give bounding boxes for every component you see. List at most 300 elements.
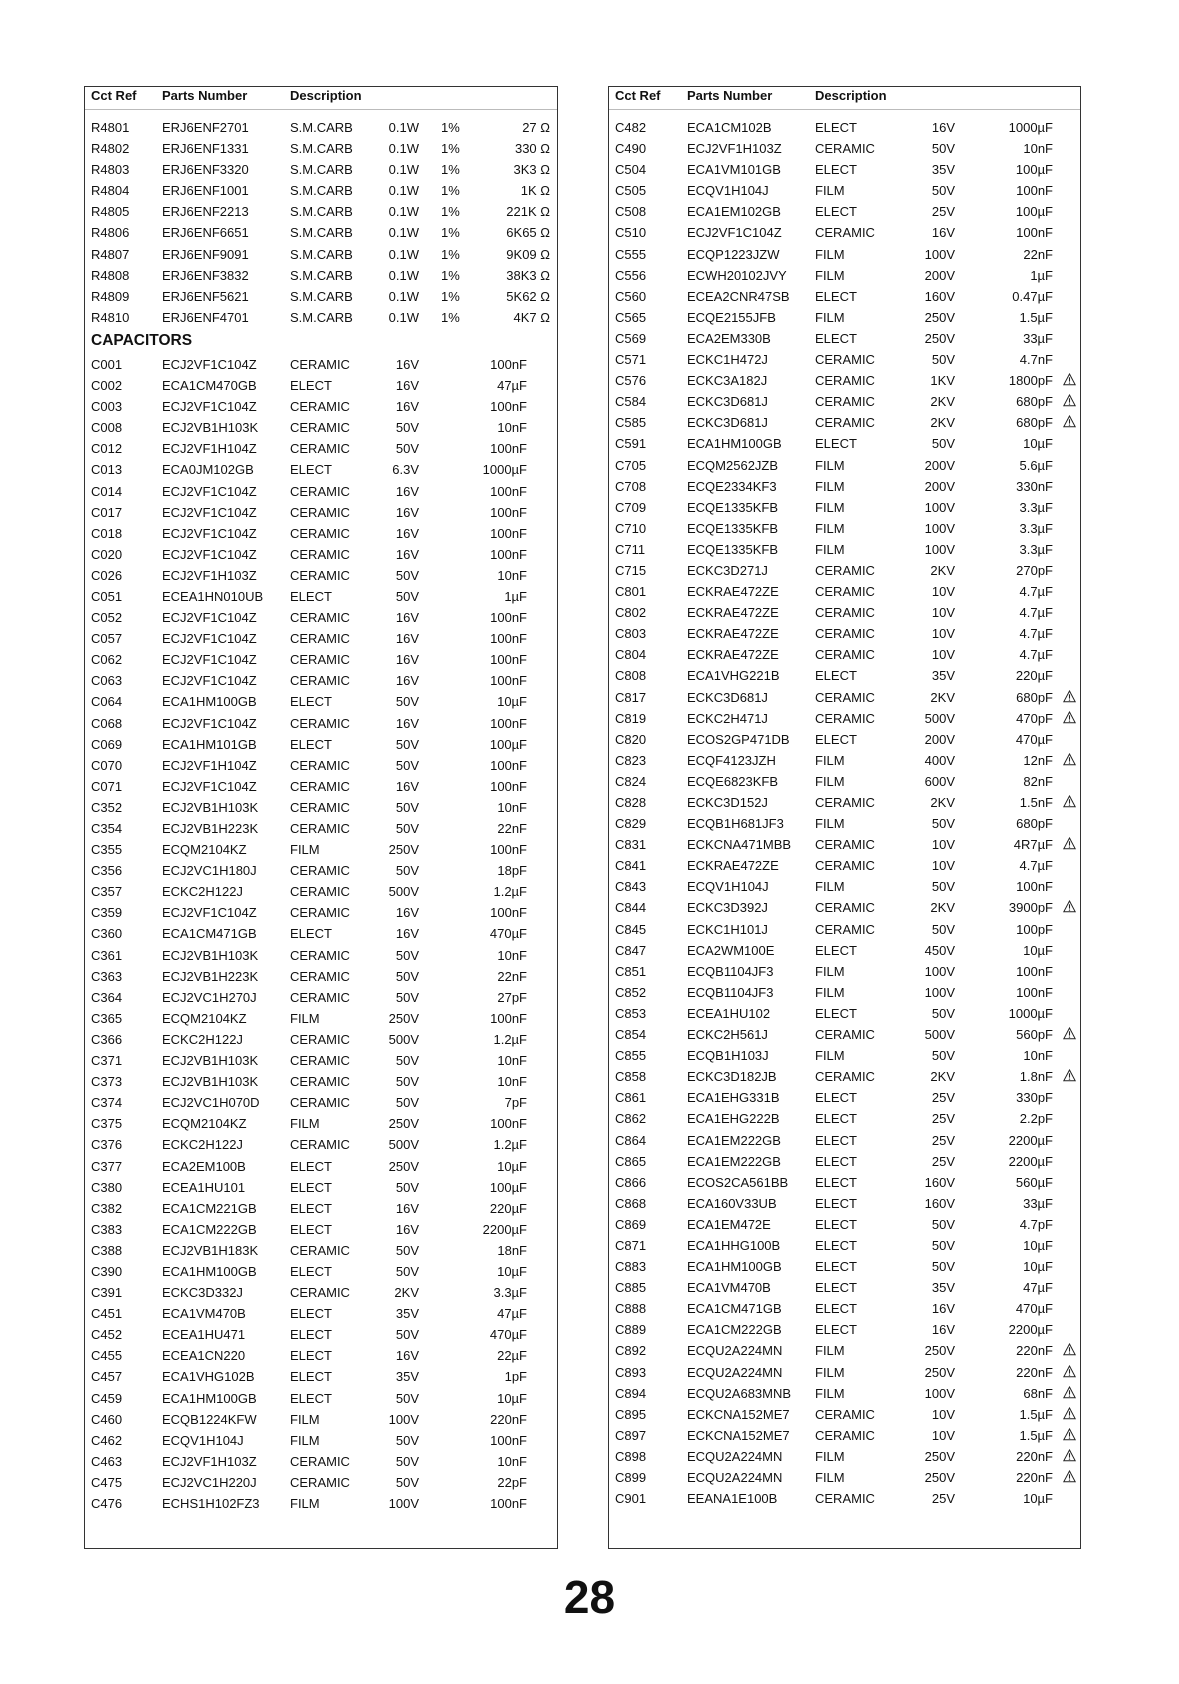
cct-ref: C889 [615,1322,647,1338]
header-cct-ref: Cct Ref [91,88,137,103]
power-rating: 0.1W [388,183,419,199]
voltage: 500V [388,884,419,900]
voltage: 200V [924,457,955,473]
voltage: 25V [931,1491,955,1507]
parts-number: ECQU2A224MN [687,1470,783,1485]
description: S.M.CARB [290,246,353,262]
table-row [85,1366,557,1387]
description: FILM [815,773,845,789]
voltage: 2KV [930,689,955,705]
table-row [85,1050,557,1071]
cct-ref: C892 [615,1343,647,1359]
cct-ref: C505 [615,183,647,199]
right-rows [609,110,1080,1509]
value: 33µF [1023,1195,1053,1211]
parts-number: ERJ6ENF2701 [162,120,249,135]
value: 6K65 Ω [506,225,550,241]
cct-ref: R4807 [91,246,130,262]
parts-number: ECKRAE472ZE [687,858,779,874]
tolerance: 1% [441,246,460,262]
voltage: 35V [395,1306,419,1322]
table-row [85,1409,557,1430]
parts-number: ECA2WM100E [687,942,775,958]
description: FILM [290,1411,320,1427]
description: CERAMIC [815,647,875,663]
value: 330pF [1016,1090,1053,1106]
parts-number: ECA1HM100GB [162,1390,257,1406]
description: CERAMIC [290,673,350,689]
voltage: 50V [931,879,955,895]
cct-ref: C359 [91,905,123,921]
parts-number: ECJ2VF1C104Z [162,778,257,794]
table-row [85,818,557,839]
cct-ref: C853 [615,1005,647,1021]
table-row [85,354,557,375]
table-row [85,1134,557,1155]
header-parts-number: Parts Number [687,88,773,103]
parts-number: ECA1VM470B [162,1306,246,1322]
voltage: 10V [931,837,955,853]
parts-number: ECKC3D271J [687,562,768,578]
parts-number: EEANA1E100B [687,1491,778,1507]
table-row [609,623,1080,644]
cct-ref: C373 [91,1074,123,1090]
parts-number: ECKC3D182JB [687,1069,777,1085]
cct-ref: C383 [91,1221,123,1237]
table-row [85,1092,557,1113]
table-row [609,328,1080,349]
value: 10nF [497,1453,527,1469]
cct-ref: C869 [615,1216,647,1232]
value: 1pF [504,1369,527,1385]
parts-number: ECKC1H472J [687,352,768,368]
description: FILM [290,1010,320,1026]
value: 100nF [490,842,527,858]
voltage: 50V [931,1005,955,1021]
description: CERAMIC [815,415,875,431]
parts-number: ERJ6ENF1331 [162,141,249,157]
description: ELECT [815,1005,857,1021]
voltage: 16V [395,652,419,668]
table-row [85,1303,557,1324]
table-row [85,265,557,286]
cct-ref: C801 [615,584,647,600]
parts-number: ERJ6ENF1001 [162,183,249,199]
parts-number: ECKC3D681J [687,415,768,431]
parts-number: ECJ2VF1C104Z [162,673,257,689]
voltage: 250V [388,842,419,858]
table-row [609,708,1080,729]
cct-ref: C820 [615,731,647,747]
parts-number: ECKC2H122J [162,884,243,900]
value: 100nF [1016,183,1053,199]
cct-ref: C352 [91,799,123,815]
voltage: 16V [395,778,419,794]
parts-number: ECJ2VB1H103K [162,420,259,436]
table-row [85,902,557,923]
voltage: 50V [395,1474,419,1490]
description: CERAMIC [290,884,350,900]
parts-number: ECQM2104KZ [162,1116,247,1132]
voltage: 500V [924,710,955,726]
description: CERAMIC [290,1074,350,1090]
value: 27pF [497,989,527,1005]
cct-ref: C808 [615,668,647,684]
voltage: 16V [931,1322,955,1338]
value: 18nF [497,1242,527,1258]
value: 100nF [490,652,527,668]
parts-number: ECKCNA471MBB [687,837,792,853]
voltage: 1KV [930,373,955,389]
cct-ref: C357 [91,884,123,900]
table-row [85,607,557,628]
power-rating: 0.1W [388,120,419,135]
voltage: 16V [931,225,955,241]
table-row [609,1087,1080,1108]
description: CERAMIC [290,1242,350,1258]
cct-ref: C391 [91,1285,123,1301]
parts-number: ECKRAE472ZE [687,647,779,663]
cct-ref: C014 [91,483,123,499]
table-row [609,602,1080,623]
voltage: 50V [395,441,419,457]
description: CERAMIC [290,799,350,815]
value: 270pF [1016,562,1053,578]
description: CERAMIC [290,652,350,668]
voltage: 100V [924,963,955,979]
parts-number: ECQV1H104J [162,1432,244,1448]
cct-ref: C380 [91,1179,123,1195]
table-row [609,412,1080,433]
description: ELECT [290,736,332,752]
cct-ref: C571 [615,352,647,368]
parts-number: ECJ2VB1H103K [162,1053,259,1069]
table-row [85,375,557,396]
voltage: 500V [388,1031,419,1047]
table-row [609,1193,1080,1214]
description: S.M.CARB [290,162,353,178]
description: S.M.CARB [290,288,353,304]
cct-ref: C852 [615,984,647,1000]
description: S.M.CARB [290,120,353,135]
voltage: 50V [931,816,955,832]
voltage: 50V [395,947,419,963]
parts-number: ECKCNA152ME7 [687,1406,790,1422]
voltage: 500V [924,1027,955,1043]
cct-ref: C510 [615,225,647,241]
voltage: 25V [931,204,955,220]
cct-ref: C062 [91,652,123,668]
voltage: 50V [931,183,955,199]
table-row [609,391,1080,412]
description: ELECT [815,731,857,747]
voltage: 160V [924,1195,955,1211]
table-row [609,961,1080,982]
table-row [85,523,557,544]
value: 680pF [1016,415,1053,431]
value: 100nF [490,1010,527,1026]
value: 1.2µF [493,884,527,900]
table-row [609,1467,1080,1488]
table-row [609,1235,1080,1256]
voltage: 250V [924,1364,955,1380]
parts-number: ECEA1HN010UB [162,588,264,604]
header-cct-ref: Cct Ref [615,88,661,103]
safety-warning-icon [1063,1428,1076,1441]
table-row [85,1493,557,1514]
voltage: 50V [395,968,419,984]
parts-number: ECKC2H122J [162,1031,243,1047]
cct-ref: C899 [615,1470,647,1485]
value: 1µF [1030,267,1053,283]
cct-ref: C584 [615,394,647,410]
parts-number: ECEA1HU101 [162,1179,246,1195]
description: CERAMIC [815,584,875,600]
table-row [609,455,1080,476]
description: CERAMIC [815,689,875,705]
description: CERAMIC [290,757,350,773]
parts-number: ECKC3D681J [687,689,768,705]
parts-number: ECQU2A224MN [687,1448,783,1464]
voltage: 250V [924,1470,955,1485]
table-row [609,1298,1080,1319]
value: 47µF [1023,1280,1053,1296]
table-row [609,940,1080,961]
value: 2200µF [1008,1132,1053,1148]
voltage: 250V [388,1116,419,1132]
voltage: 50V [395,588,419,604]
cct-ref: C868 [615,1195,647,1211]
voltage: 50V [395,567,419,583]
description: ELECT [815,1132,857,1148]
value: 10nF [1023,1048,1053,1064]
cct-ref: C354 [91,821,123,836]
safety-warning-icon [1063,795,1076,808]
power-rating: 0.1W [388,309,419,325]
parts-number: ECQE2155JFB [687,309,776,325]
description: CERAMIC [290,525,350,541]
table-row [85,755,557,776]
parts-number: ECA1CM221GB [162,1200,257,1216]
table-row [609,138,1080,159]
parts-number: ECA1HM100GB [162,694,257,710]
parts-number: ECKC1H101J [687,921,768,937]
voltage: 250V [924,330,955,346]
parts-number: ECKRAE472ZE [687,605,779,621]
value: 12nF [1023,752,1053,768]
parts-number: ECJ2VF1H104Z [162,441,257,457]
cct-ref: C504 [615,162,647,178]
value: 100nF [490,441,527,457]
table-row [85,1451,557,1472]
voltage: 50V [395,863,419,879]
voltage: 100V [924,984,955,1000]
cct-ref: C382 [91,1200,123,1216]
table-row [85,565,557,586]
parts-number: ECKC2H471J [687,710,768,726]
safety-warning-icon [1063,373,1076,386]
table-row [609,433,1080,454]
voltage: 50V [395,736,419,752]
value: 100nF [490,905,527,921]
value: 4.7µF [1019,584,1053,600]
description: ELECT [815,288,857,304]
voltage: 16V [931,1301,955,1317]
table-row [609,286,1080,307]
voltage: 200V [924,731,955,747]
value: 100nF [490,778,527,794]
parts-number: ECJ2VF1C104Z [162,631,257,647]
parts-number: ECKC3D392J [687,900,768,916]
cct-ref: C482 [615,120,647,135]
parts-number: ECA1HM101GB [162,736,257,752]
cct-ref: C819 [615,710,647,726]
value: 3.3µF [1019,541,1053,557]
cct-ref: C366 [91,1031,123,1047]
tolerance: 1% [441,309,460,325]
parts-number: ECJ2VF1H103Z [687,141,782,157]
value: 470µF [1015,1301,1053,1317]
description: CERAMIC [290,989,350,1005]
voltage: 10V [931,605,955,621]
description: S.M.CARB [290,141,353,157]
tolerance: 1% [441,162,460,178]
value: 18pF [497,863,527,879]
value: 1.5nF [1019,795,1053,810]
table-row [609,1383,1080,1404]
description: FILM [815,541,845,557]
description: CERAMIC [815,1491,875,1507]
description: CERAMIC [815,900,875,916]
parts-number: ECQE1335KFB [687,520,779,536]
section-heading [85,328,557,354]
parts-number: ECHS1H102FZ3 [162,1496,260,1511]
table-row [609,539,1080,560]
voltage: 50V [931,141,955,157]
table-row [85,1113,557,1134]
table-row [85,713,557,734]
description: FILM [815,963,845,979]
description: CERAMIC [290,356,350,372]
voltage: 2KV [394,1285,419,1301]
table-row [85,1177,557,1198]
parts-number: ECJ2VC1H220J [162,1474,257,1490]
value: 100nF [490,504,527,520]
value: 3900pF [1008,900,1053,916]
description: ELECT [815,668,857,684]
cct-ref: C708 [615,478,647,494]
tolerance: 1% [441,183,460,199]
parts-number: ECA1EM222GB [687,1153,781,1169]
description: ELECT [290,1263,332,1279]
cct-ref: C355 [91,842,123,858]
parts-number: ERJ6ENF9091 [162,246,249,262]
cct-ref: C576 [615,373,647,389]
header-description: Description [815,88,887,103]
table-row [85,1156,557,1177]
cct-ref: C843 [615,879,647,895]
cct-ref: C476 [91,1496,123,1511]
voltage: 250V [388,1010,419,1026]
parts-number: ECKC3A182J [687,373,768,389]
description: FILM [815,752,845,768]
parts-number: ECJ2VC1H070D [162,1095,260,1111]
description: ELECT [815,1195,857,1211]
description: ELECT [290,1390,332,1406]
voltage: 50V [931,352,955,368]
table-row [609,919,1080,940]
table-row [85,459,557,480]
value: 100nF [490,631,527,647]
parts-number: ERJ6ENF3320 [162,162,249,178]
value: 100nF [490,610,527,626]
description: CERAMIC [290,420,350,436]
description: S.M.CARB [290,309,353,325]
voltage: 10V [931,1427,955,1443]
parts-number: ECA160V33UB [687,1195,777,1211]
value: 10nF [1023,141,1053,157]
table-row [609,813,1080,834]
cct-ref: C569 [615,330,647,346]
description: FILM [815,879,845,895]
cct-ref: C895 [615,1406,647,1422]
description: ELECT [815,1280,857,1296]
table-row [609,1214,1080,1235]
cct-ref: C363 [91,968,123,984]
parts-number: ECEA2CNR47SB [687,288,790,304]
description: FILM [815,309,845,325]
value: 680pF [1016,394,1053,410]
value: 10nF [497,799,527,815]
table-row [609,876,1080,897]
table-row [609,644,1080,665]
value: 10µF [497,1158,527,1174]
voltage: 50V [395,989,419,1005]
cct-ref: C390 [91,1263,123,1279]
description: CERAMIC [290,567,350,583]
parts-number: ECA1EHG222B [687,1111,780,1127]
voltage: 16V [395,399,419,415]
cct-ref: C897 [615,1427,647,1443]
value: 10nF [497,567,527,583]
parts-number: ECJ2VF1H103Z [162,1453,257,1469]
voltage: 25V [931,1090,955,1106]
parts-number: ECQM2562JZB [687,457,779,473]
parts-number: ECA2EM330B [687,330,771,346]
value: 680pF [1016,689,1053,705]
table-row [85,628,557,649]
cct-ref: C560 [615,288,647,304]
table-row [85,438,557,459]
value: 4.7nF [1019,352,1053,368]
parts-number: ECJ2VF1C104Z [162,715,257,731]
cct-ref: C871 [615,1237,647,1253]
table-row [609,180,1080,201]
parts-number: ECA0JM102GB [162,462,254,478]
description: CERAMIC [815,710,875,726]
cct-ref: R4803 [91,162,130,178]
description: ELECT [815,204,857,220]
parts-number: ECQE6823KFB [687,773,779,789]
voltage: 50V [395,1453,419,1469]
parts-number: ECKC2H122J [162,1137,243,1153]
value: 4.7µF [1019,626,1053,642]
safety-warning-icon [1063,1407,1076,1420]
voltage: 16V [395,1200,419,1216]
cct-ref: C858 [615,1069,647,1085]
value: 100nF [490,715,527,731]
voltage: 250V [924,1343,955,1359]
